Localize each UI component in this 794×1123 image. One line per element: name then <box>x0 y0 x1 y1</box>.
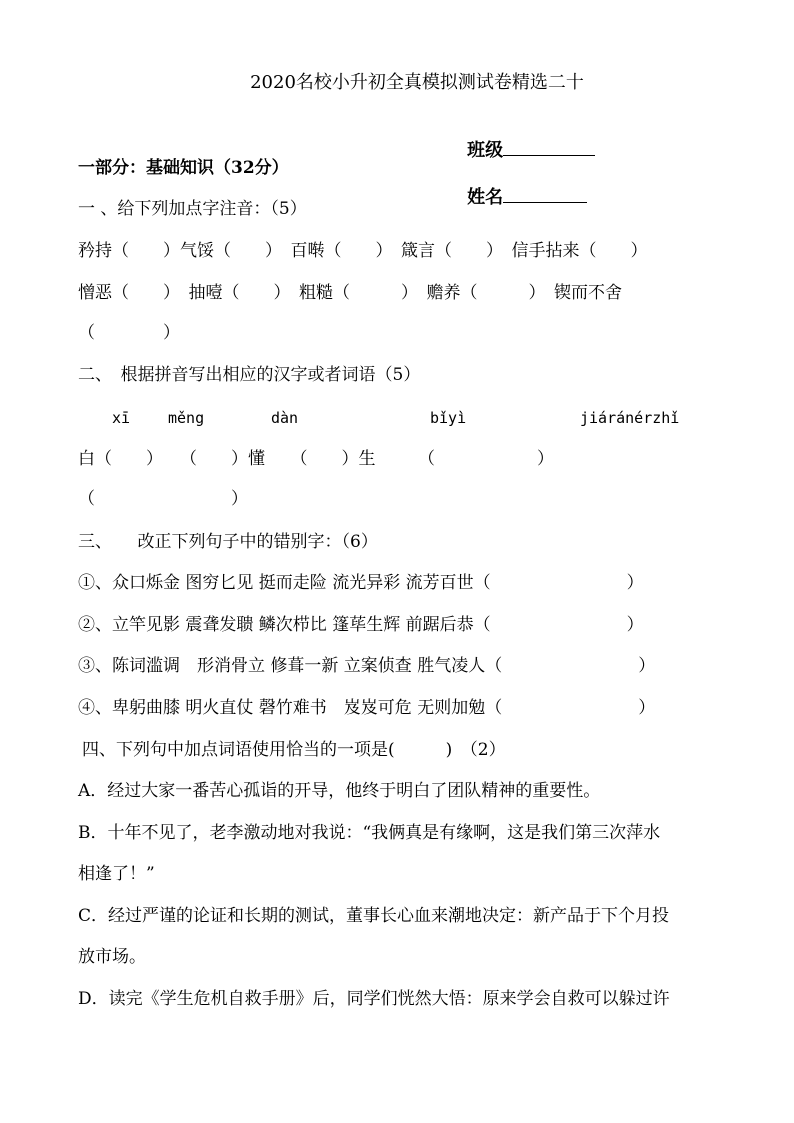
q3-item: ②、立竿见影 震聋发聩 鳞次栉比 篷荜生辉 前踞后恭（ ） <box>78 615 644 635</box>
part-heading: 一部分：基础知识（32分） <box>78 158 289 178</box>
q4-option-d: D．读完《学生危机自救手册》后，同学们恍然大悟：原来学会自救可以躲过许 <box>78 989 670 1009</box>
q3-heading: 三、 改正下列句子中的错别字：（6） <box>78 532 378 552</box>
q3-item: ①、众口烁金 图穷匕见 挺而走险 流光异彩 流芳百世（ ） <box>78 573 644 593</box>
q1-row: 矜持（ ）气馁（ ） 百啭（ ） 箴言（ ） 信手拈来（ ） <box>78 241 648 261</box>
pinyin-item: bǐyì <box>430 409 467 427</box>
name-label: 姓名 <box>467 187 504 208</box>
q2-row: 白（ ） （ ）懂 （ ）生 （ ） <box>78 449 554 469</box>
name-blank[interactable] <box>503 184 587 203</box>
q4-option-c-cont: 放市场。 <box>78 947 146 967</box>
q4-heading: 四、下列句中加点词语使用恰当的一项是( ) （2） <box>82 740 506 760</box>
student-info <box>442 115 595 231</box>
pinyin-row <box>0 407 794 429</box>
q4-option-b-cont: 相逢了！” <box>78 864 155 884</box>
q4-option-c: C．经过严谨的论证和长期的测试，董事长心血来潮地决定：新产品于下个月投 <box>78 906 670 926</box>
class-blank[interactable] <box>503 137 595 156</box>
q1-row: （ ） <box>78 323 180 343</box>
q4-option-a: A．经过大家一番苦心孤诣的开导，他终于明白了团队精神的重要性。 <box>78 781 601 801</box>
q1-heading: 一 、给下列加点字注音：（5） <box>78 199 307 219</box>
pinyin-item: jiáránérzhǐ <box>580 409 680 427</box>
q3-item: ③、陈词滥调 形消骨立 修葺一新 立案侦查 胜气凌人（ ） <box>78 656 656 676</box>
q1-row: 憎恶（ ） 抽噎（ ） 粗糙（ ） 赡养（ ） 锲而不舍 <box>78 283 622 303</box>
class-label: 班级 <box>467 140 504 161</box>
q2-heading: 二、 根据拼音写出相应的汉字或者词语（5） <box>78 365 421 385</box>
pinyin-item: dàn <box>271 409 299 427</box>
page-title: 2020名校小升初全真模拟测试卷精选二十 <box>250 72 584 93</box>
q4-option-b: B．十年不见了，老李激动地对我说：“我俩真是有缘啊，这是我们第三次萍水 <box>78 823 661 843</box>
pinyin-item: xī <box>112 409 131 427</box>
q3-item: ④、卑躬曲膝 明火直仗 磬竹难书 岌岌可危 无则加勉（ ） <box>78 698 656 718</box>
pinyin-item: měng <box>168 409 205 427</box>
q2-row: （ ） <box>78 489 248 509</box>
